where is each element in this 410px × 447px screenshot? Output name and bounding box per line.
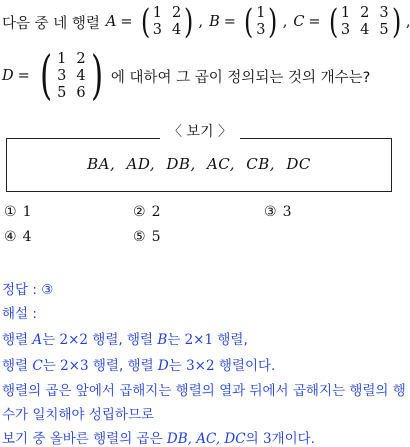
question-tail: 에 대하여 그 곱이 정의되는 것의 개수는? <box>110 69 371 86</box>
matrix-b-entry: 1 <box>256 5 266 21</box>
matrix-d: ( 1 2 3 4 5 6 ) <box>39 46 103 106</box>
choice-5[interactable]: ⑤ 5 <box>133 229 161 245</box>
answer-value: ③ <box>41 282 54 298</box>
matrix-c-label: C <box>293 14 305 30</box>
matrix-c-entry: 2 <box>360 5 370 21</box>
matrix-b-label: B <box>209 14 220 30</box>
equals-sign: = <box>308 14 321 30</box>
explanation-line-5: 보기 중 올바른 행렬의 곱은 DB, AC, DC의 3개이다. <box>2 431 315 447</box>
question-line-1 <box>2 4 410 40</box>
examples-box-title: 〈 보기 〉 <box>0 121 400 141</box>
comma: , <box>282 14 288 30</box>
matrix-d-entry: 6 <box>76 84 86 101</box>
choice-1[interactable]: ① 1 <box>4 204 32 220</box>
explanation-line-4: 수가 일치해야 성립하므로 <box>2 407 155 423</box>
explanation-line-2: 행렬 C는 2×3 행렬, 행렬 D는 3×2 행렬이다. <box>2 358 276 374</box>
matrix-c: ( 1 2 3 3 4 5 ) <box>328 2 401 42</box>
answer-line <box>2 278 53 298</box>
examples-list: BA, AD, DB, AC, CB, DC <box>87 155 311 173</box>
explanation-label: 해설 : <box>2 306 37 322</box>
matrix-a: ( 1 2 3 4 ) <box>140 2 194 42</box>
comma: , <box>198 14 204 30</box>
matrix-d-entry: 1 <box>57 50 67 67</box>
answer-label: 정답 : <box>2 282 37 298</box>
equals-sign: = <box>120 14 133 30</box>
matrix-c-entry: 4 <box>360 22 370 38</box>
matrix-b: ( 1 3 ) <box>243 2 278 42</box>
matrix-c-entry: 1 <box>340 5 351 21</box>
matrix-d-entry: 3 <box>57 67 67 84</box>
matrix-d-label: D <box>2 68 14 84</box>
matrix-a-entry: 2 <box>172 5 182 21</box>
question-intro: 다음 중 네 행렬 <box>2 15 100 32</box>
choice-4[interactable]: ④ 4 <box>4 229 32 245</box>
choice-2[interactable]: ② 2 <box>133 204 161 220</box>
equals-sign: = <box>17 68 30 84</box>
matrix-c-entry: 5 <box>379 22 389 38</box>
matrix-a-entry: 3 <box>152 22 163 38</box>
explanation-line-1: 행렬 A는 2×2 행렬, 행렬 B는 2×1 행렬, <box>2 332 248 348</box>
equals-sign: = <box>223 14 236 30</box>
matrix-a-entry: 4 <box>172 22 182 38</box>
matrix-b-entry: 3 <box>256 22 266 38</box>
matrix-a-entry: 1 <box>152 5 163 21</box>
matrix-c-entry: 3 <box>340 22 351 38</box>
matrix-d-entry: 4 <box>76 67 86 84</box>
explanation-line-3: 행렬의 곱은 앞에서 곱해지는 행렬의 열과 뒤에서 곱해지는 행렬의 행 <box>2 383 406 399</box>
comma: , <box>405 14 410 30</box>
choice-3[interactable]: ③ 3 <box>264 204 292 220</box>
matrix-c-entry: 3 <box>379 5 389 21</box>
question-line-2 <box>2 46 370 106</box>
matrix-a-label: A <box>105 14 117 30</box>
matrix-d-entry: 5 <box>57 84 67 101</box>
matrix-d-entry: 2 <box>76 50 86 67</box>
